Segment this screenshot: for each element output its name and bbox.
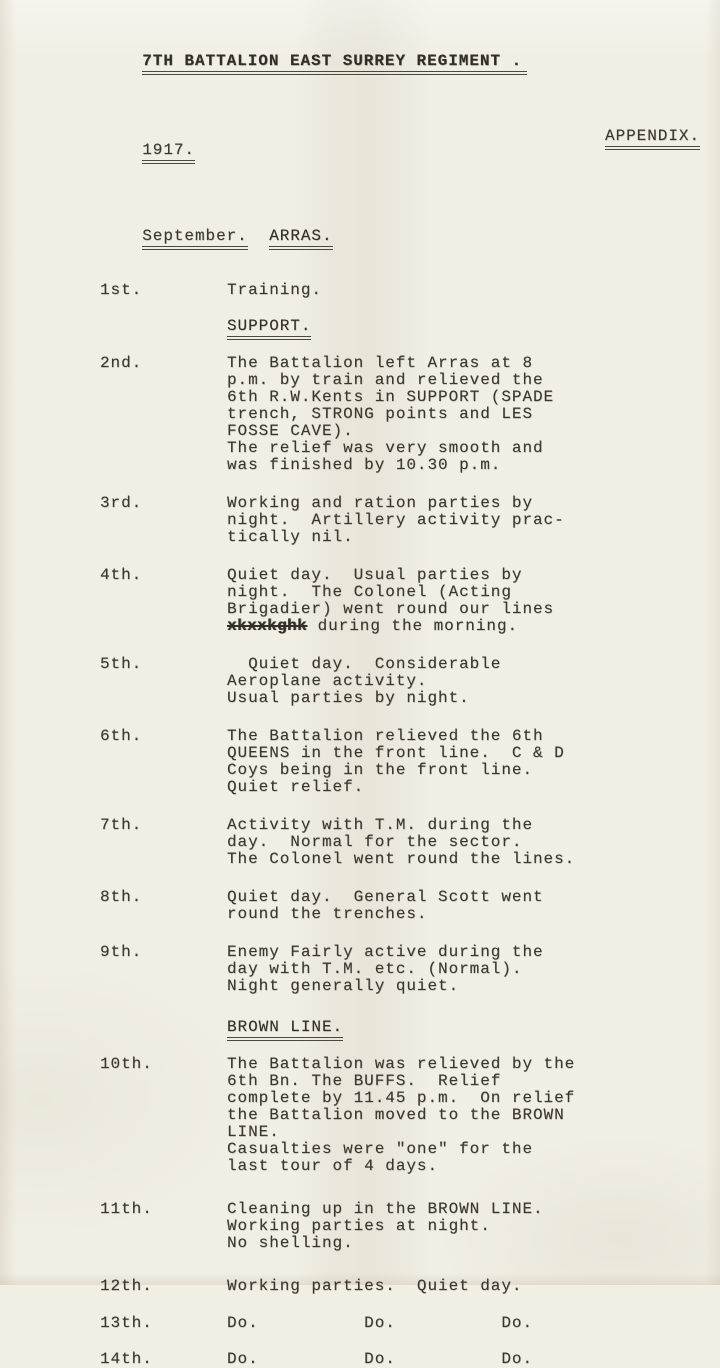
entry-content — [227, 495, 700, 546]
entry-line: QUEENS in the front line. C & D — [227, 744, 565, 762]
entry-line: Quiet day. Considerable — [227, 655, 502, 673]
section-heading-row — [100, 1019, 700, 1041]
entry-line: xkxxkghk during the morning. — [227, 617, 519, 635]
entry-line: No shelling. — [227, 1234, 354, 1252]
diary-entry-row — [100, 282, 700, 299]
entry-line: FOSSE CAVE). — [227, 422, 354, 440]
entry-line: Casualties were "one" for the — [227, 1140, 533, 1158]
entry-date: 6th. — [100, 727, 143, 745]
entry-date: 11th. — [100, 1200, 153, 1218]
entry-content — [227, 318, 700, 340]
struck-out-text: xkxxkghk — [227, 617, 308, 635]
entry-content — [227, 1201, 700, 1252]
month-cell — [142, 228, 269, 250]
section-heading: BROWN LINE. — [227, 1019, 343, 1041]
year-appendix-row — [100, 125, 700, 198]
entry-line: LINE. — [227, 1123, 280, 1141]
entry-line: Do. Do. Do. — [227, 1350, 533, 1368]
entry-line: Quiet relief. — [227, 778, 365, 796]
entry-line: Aeroplane activity. — [227, 672, 428, 690]
entry-line: Working parties at night. — [227, 1217, 491, 1235]
entry-line: Training. — [227, 281, 322, 299]
entry-date: 13th. — [100, 1314, 153, 1332]
entry-content — [227, 889, 700, 923]
entry-line: last tour of 4 days. — [227, 1157, 439, 1175]
entry-date: 9th. — [100, 943, 143, 961]
diary-entry-row — [100, 944, 700, 995]
entry-line: Working parties. Quiet day. — [227, 1277, 523, 1295]
entry-date: 8th. — [100, 888, 143, 906]
section-heading-arras: ARRAS. — [269, 228, 332, 250]
entry-line: p.m. by train and relieved the — [227, 371, 544, 389]
entry-line: Working and ration parties by — [227, 494, 533, 512]
entry-content — [227, 817, 700, 868]
diary-entry-row — [100, 355, 700, 474]
entry-content — [227, 656, 700, 707]
entry-line: 6th R.W.Kents in SUPPORT (SPADE — [227, 388, 555, 406]
entry-line: round the trenches. — [227, 905, 428, 923]
diary-entry-row — [100, 1351, 700, 1368]
entry-date: 3rd. — [100, 494, 143, 512]
entry-line: night. Artillery activity prac- — [227, 511, 565, 529]
diary-entry-row — [100, 1278, 700, 1295]
diary-entry-row — [100, 728, 700, 796]
entry-line: Activity with T.M. during the — [227, 816, 533, 834]
document-title: 7TH BATTALION EAST SURREY REGIMENT . — [142, 53, 527, 75]
diary-entry-row — [100, 1201, 700, 1252]
entry-content — [227, 1056, 700, 1175]
entry-line: night. The Colonel (Acting — [227, 583, 512, 601]
entry-line: The Colonel went round the lines. — [227, 850, 576, 868]
year-label: 1917. — [142, 142, 195, 164]
diary-entry-row — [100, 567, 700, 635]
entry-line: Brigadier) went round our lines — [227, 600, 555, 618]
month-label: September. — [142, 228, 248, 250]
entry-line: The Battalion relieved the 6th — [227, 727, 544, 745]
entry-content — [227, 1278, 700, 1295]
entry-content — [227, 1351, 700, 1368]
diary-entry-row — [100, 656, 700, 707]
entry-line: day. Normal for the sector. — [227, 833, 523, 851]
entry-line: 6th Bn. The BUFFS. Relief — [227, 1072, 502, 1090]
entry-line: Enemy Fairly active during the — [227, 943, 544, 961]
entry-line: Night generally quiet. — [227, 977, 460, 995]
diary-entry-row — [100, 495, 700, 546]
entry-content — [227, 1019, 700, 1041]
entry-line: the Battalion moved to the BROWN — [227, 1106, 565, 1124]
entry-date: 1st. — [100, 281, 143, 299]
entry-line: was finished by 10.30 p.m. — [227, 456, 502, 474]
diary-entry-row — [100, 817, 700, 868]
entry-date: 12th. — [100, 1277, 153, 1295]
diary-entry-row — [100, 1315, 700, 1332]
entry-content — [227, 1315, 700, 1332]
entry-line: Do. Do. Do. — [227, 1314, 533, 1332]
entry-line: Quiet day. General Scott went — [227, 888, 544, 906]
entry-line: Coys being in the front line. — [227, 761, 533, 779]
entry-line: The Battalion left Arras at 8 — [227, 354, 533, 372]
appendix-label: APPENDIX. — [605, 128, 700, 150]
entry-line: Usual parties by night. — [227, 689, 470, 707]
entry-content — [227, 355, 700, 474]
entry-date: 2nd. — [100, 354, 143, 372]
entry-line: tically nil. — [227, 528, 354, 546]
entry-line: day with T.M. etc. (Normal). — [227, 960, 523, 978]
entry-content — [227, 944, 700, 995]
entry-date: 4th. — [100, 566, 143, 584]
section-heading: SUPPORT. — [227, 318, 311, 340]
diary-entries — [100, 282, 700, 1368]
diary-entry-row — [100, 1056, 700, 1175]
entry-line: Quiet day. Usual parties by — [227, 566, 523, 584]
entry-content — [227, 728, 700, 796]
entry-date: 10th. — [100, 1055, 153, 1073]
entry-date: 7th. — [100, 816, 143, 834]
entry-line: The Battalion was relieved by the — [227, 1055, 576, 1073]
entry-line: trench, STRONG points and LES — [227, 405, 533, 423]
entry-line: The relief was very smooth and — [227, 439, 544, 457]
entry-line: Cleaning up in the BROWN LINE. — [227, 1200, 544, 1218]
entry-content — [227, 567, 700, 635]
section-heading-row — [100, 318, 700, 340]
entry-line: complete by 11.45 p.m. On relief — [227, 1089, 576, 1107]
month-row — [100, 211, 700, 267]
entry-date: 5th. — [100, 655, 143, 673]
diary-entry-row — [100, 889, 700, 923]
entry-content — [227, 282, 700, 299]
document-header — [100, 36, 700, 92]
entry-date: 14th. — [100, 1350, 153, 1368]
